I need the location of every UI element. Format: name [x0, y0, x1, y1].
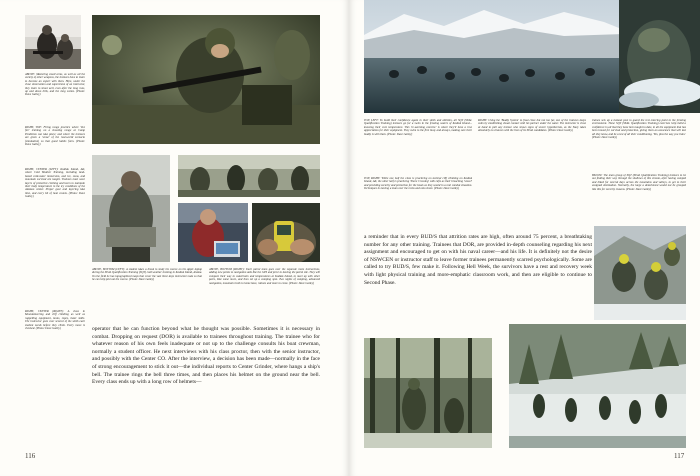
- photo-stream-crossing: [509, 324, 686, 448]
- caption-above-bottom-left: ABOVE, BOTTOM (LEFT): A student takes a break to study his course on his Apple laptop during the SEAL Qualification Training (SQT) cold weather training in Kodiak Island, Alaska. On the field he has topographical maps that cover the vast three days instructors take so that he can help plot out the course. (Photo: Dave Gatley): [92, 268, 202, 282]
- left-page: [0, 0, 349, 476]
- photo-student-laptop: [178, 203, 248, 262]
- caption-right: RIGHT: Using the 'Buddy System' to float close but not too far, one of the trainees keeps calm by establishing visual contact with his partner under the water. The instructor is close at hand to pull any trainee who shows signs of severe hypothermia, as the Navy takes absolutely no chances with the lives of its SEAL candidates. (Photo: Dave Gatley): [478, 119, 586, 133]
- caption-continued: trainee sets up a lookout post to guard the rest entering point to the freezing environment. These SQT (SEAL Qualification Training) exercises help build a confidence in all that they have been taught to date, in all the equipment that has been issued for survival and protection, giving them an assurance that will last all they know, and be a test of all their conditioning. 'Yes, plus the way you train.' (Photo: Dave Gatley): [592, 119, 686, 140]
- caption-top-left: TOP, LEFT: To build their confidence again in their skills and abilities, all SQT (SEAL Qualification Training) trainees go for a swim in the freezing waters of Kodiak Island—knowing their core temperature. This 're-warming exercise' is where they'll have a true appreciation for their equipment. They swim to the first buoy and always, making sure their buddy is with them. (Photo: Dave Gatley): [364, 119, 472, 136]
- photo-rifle-range-trainee: [92, 15, 320, 144]
- page-number-right: 117: [674, 452, 685, 460]
- right-page: [349, 0, 700, 476]
- caption-below: BELOW: The team group of SQT (SEAL Qualification Training) trainees to be out finding their way through the shallows of this stream, after having camped and hiked for several days across the mountains and valleys, to get to their assigned destination. Normally, the large a detachment would not be grouped like this for security reasons. (Photo: Dave Gatley): [592, 174, 686, 191]
- caption-above: ABOVE: Mastering small arms, as well as all the variety of other weapons, the trainees have to learn to become an expert with them. Here, under the close observation and supervision of an instructor, they learn to shoot well, even after the long runs, up and down hills, and the long swims. (Photo: Dave Gatley): [25, 73, 85, 97]
- photo-shore-crossing: [594, 226, 686, 320]
- caption-right-top: RIGHT, TOP: Firing range practice where 'live fire' training on a shooting range at Camp Pendleton can take place; and where the trainees are given a 'sense' of the real-world scenario (simulation) so that good habits form. (Photo: Dave Gatley): [25, 126, 85, 147]
- photo-small-arms-instruction: [25, 15, 81, 69]
- page-number-left: 116: [25, 452, 36, 460]
- body-text-left: operator that he can function beyond what he thought was possible. Sometimes it is necessary in combat. Dropping on request (DOR) is available to trainees throughout training. The trainee who for whatever reason of his own feels inadequate or not up to the challenge consults his boat crewman, normally a student officer. He next interviews with his class proctor, then with the senior instructor, and possibly with the Center CO. After the interview, a decision has been made—normally in the face of strong encouragement to stick it out—the individual reports to Center Grinder, where hangs a ship's bell. The trainee rings the bell three times, and then places his helmet on the ground near the bell. Every class ends up with a long row of helmets—: [92, 326, 320, 386]
- photo-mountaineering-class: [178, 155, 320, 197]
- caption-above-bottom-right: ABOVE, BOTTOM (RIGHT): Each patrol team goes over the separate route instructions, adding new points to navigation aids like the GPS and prior to leaving the patrol site. They will compare their way to waterholes and temperatures at Kodiak Island, to meet up with other pairs, hike some more, and then set up a camping spot. Two nights of camping, advanced navigation, mountain trails to home base, rations and more to come. (Photo: Dave Gatley): [209, 268, 320, 285]
- photo-cold-weather-gear: [92, 155, 170, 262]
- photo-cold-water-swim: [364, 0, 700, 113]
- caption-right-center-left: RIGHT, CENTER (LEFT): Kodiak Island, AK, where Cold Weather Training, including land-based cold-water immersion, and ice, snow, and mountain survival are taught. Trainees must wear layers of protective clothing and learn to maintain their body temperature in the icy conditions of the Alaskan winter. Proper gear and layering take time, and every bit of heat counts. (Photo: Dave Gatley): [25, 168, 85, 199]
- photo-forest-patrol: [364, 338, 492, 448]
- caption-right-center-right: RIGHT, CENTER (RIGHT): A class in Mountaineering and cliff climbing as well as rappelling equipment, knots, ropes, basic skills. The instructor goes over several of the skills each student needs before they climb. Every move is checked. (Photo: Dave Gatley): [25, 310, 85, 331]
- body-text-right: a reminder that in every BUD/S that attrition rates are high, often around 75 percent, a breathtaking number for any other training. Trainees that DOR, are provided in-depth counseling regarding his next assignment and encouraged to get on with his naval career—and his life. It is definitely not the desire of NSWCEN or instructor staff to leave former trainees permanently scarred psychologically. Some are called to try BUD/S, few make it. Following Hell Week, the survivors have a rest and recovery week with light physical training and more-emphatic classroom work, and then are eligible to continue to Second Phase.: [364, 234, 592, 286]
- caption-top-right: TOP, RIGHT: While one half the class is practicing on tactical cliff climbing on Kodiak Island, AK, the other half is practicing 'Shore Crossing' with rafts as their breaching 'vessel' and providing security and protection for the boats as they would in a real combat situation. Techniques in moving a team over the rocks and onto shore. (Photo: Dave Gatley): [364, 177, 472, 191]
- photo-gps-navigation: [252, 203, 320, 262]
